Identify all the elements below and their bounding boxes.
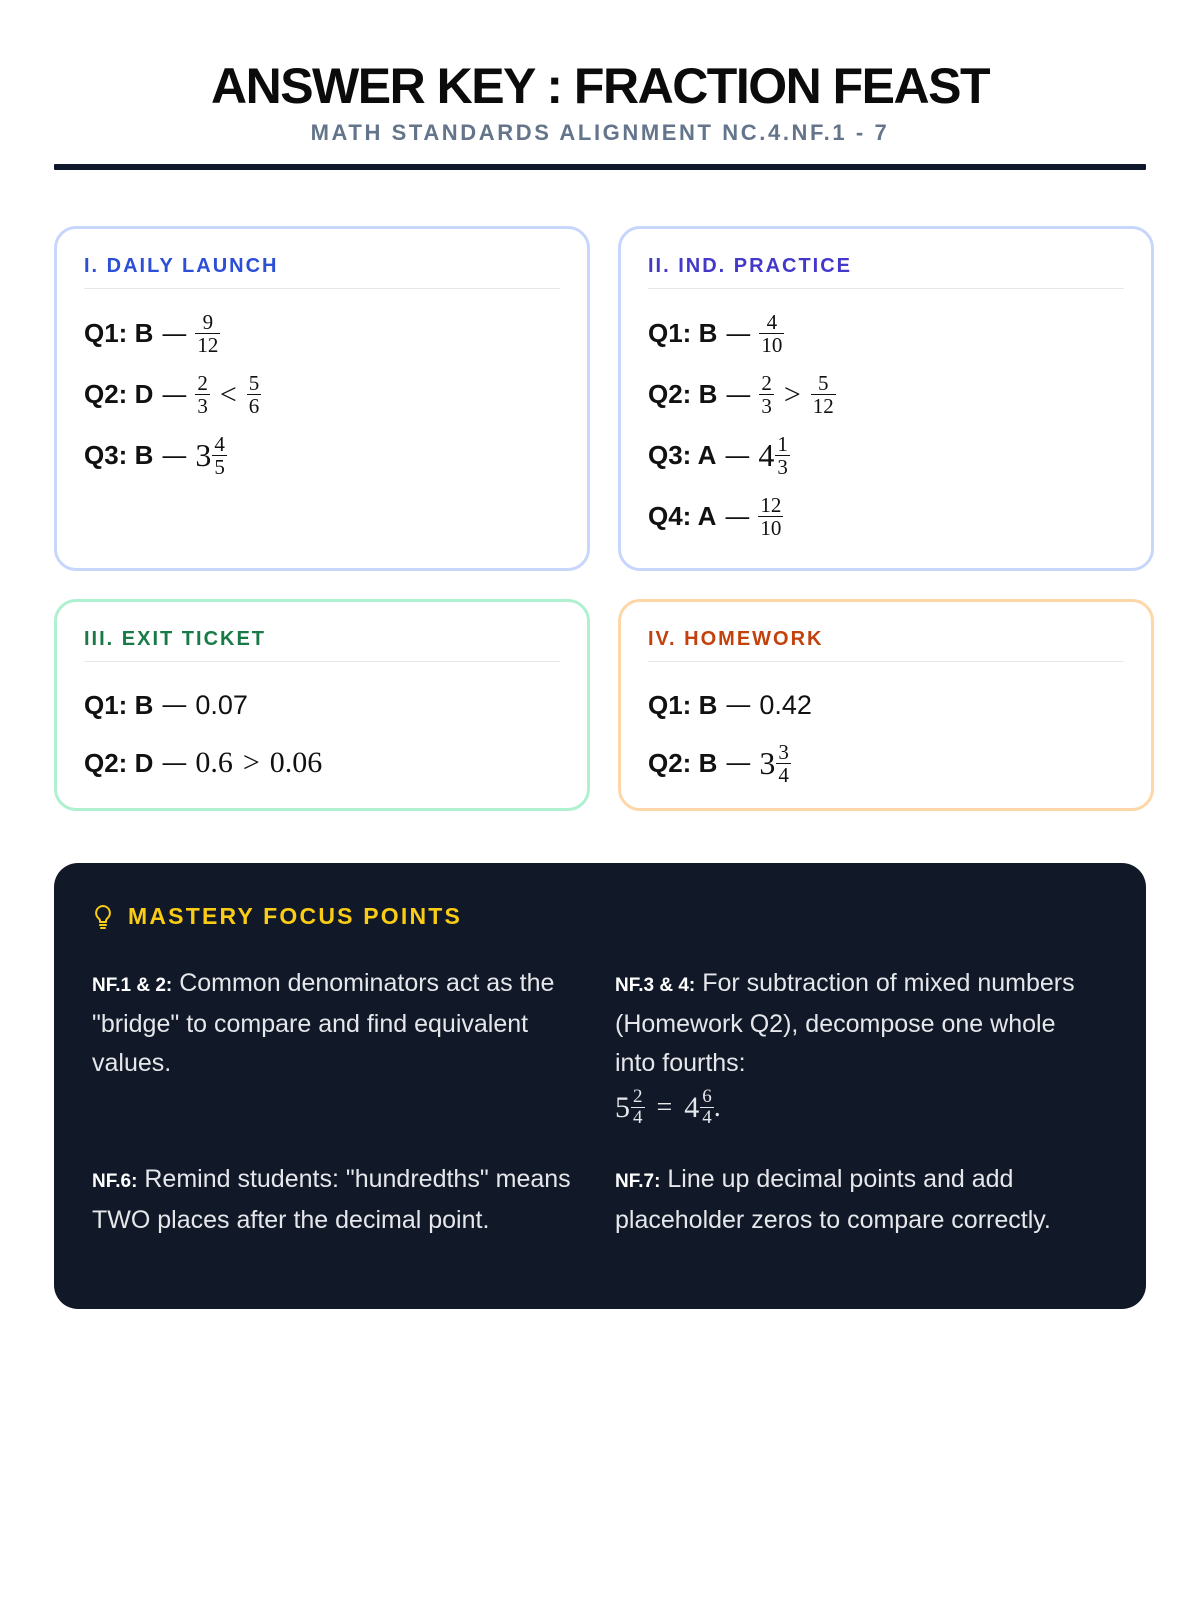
numerator: 4 <box>214 432 225 456</box>
whole-number: 3 <box>759 744 776 781</box>
denominator: 12 <box>197 333 219 357</box>
answer-row <box>84 734 560 792</box>
whole-number: 5 <box>615 1091 630 1124</box>
dash: — <box>725 318 752 349</box>
answer-math <box>758 433 790 478</box>
denominator: 4 <box>778 762 789 787</box>
numerator: 1 <box>777 432 788 456</box>
dash: — <box>724 501 751 532</box>
dash: — <box>161 318 188 349</box>
mastery-focus-panel <box>54 863 1146 1309</box>
answer-row <box>648 676 1124 734</box>
note-label: NF.7: <box>615 1171 661 1192</box>
fraction <box>775 433 790 478</box>
question-label: Q1: B <box>84 318 154 348</box>
lightbulb-icon <box>92 904 114 930</box>
numerator: 4 <box>766 310 778 334</box>
dash: — <box>161 440 188 471</box>
question-label: Q4: A <box>648 501 717 531</box>
numerator: 5 <box>248 371 260 395</box>
dash: — <box>725 379 752 410</box>
header <box>54 0 1146 170</box>
answer-math <box>759 741 791 786</box>
answer-row <box>648 303 1124 364</box>
note-nf-7 <box>615 1160 1085 1240</box>
equals-symbol: = <box>656 1092 673 1123</box>
denominator: 3 <box>197 394 208 418</box>
answer-math <box>759 311 784 356</box>
homework-card <box>618 599 1154 811</box>
decompose-equation <box>615 1087 1085 1128</box>
note-nf-1-2 <box>92 964 578 1128</box>
note-label: NF.1 & 2: <box>92 975 173 996</box>
header-divider <box>54 164 1146 170</box>
question-label: Q2: D <box>84 379 154 409</box>
independent-practice-card <box>618 226 1154 571</box>
answer-math <box>195 311 220 356</box>
numerator: 6 <box>702 1086 712 1107</box>
fraction <box>776 741 791 786</box>
answer-row <box>648 486 1124 547</box>
comparison-symbol: < <box>219 377 237 411</box>
dash: — <box>725 748 752 778</box>
denominator: 10 <box>761 333 783 357</box>
answer-row <box>84 676 560 734</box>
fraction <box>700 1087 714 1128</box>
dash: — <box>724 440 751 471</box>
answer-math <box>758 494 783 539</box>
card-title: II. IND. PRACTICE <box>648 255 1124 289</box>
question-label: Q1: B <box>648 689 718 720</box>
decimal-answer: 0.42 <box>759 689 812 720</box>
mastery-notes <box>92 964 1106 1240</box>
period: . <box>713 1092 721 1123</box>
answer-sections <box>54 226 1146 811</box>
numerator: 2 <box>761 371 772 395</box>
question-label: Q2: B <box>648 747 718 778</box>
note-text: Remind students: "hundredths" means TWO places after the decimal point. <box>92 1165 571 1234</box>
card-title: IV. HOMEWORK <box>648 628 1124 662</box>
note-label: NF.3 & 4: <box>615 975 696 996</box>
note-nf-3-4 <box>615 964 1085 1128</box>
question-label: Q2: B <box>648 379 718 409</box>
answer-math <box>195 433 227 478</box>
dash: — <box>161 690 188 720</box>
question-label: Q1: B <box>648 318 718 348</box>
card-title: I. DAILY LAUNCH <box>84 255 560 289</box>
answer-row <box>84 303 560 364</box>
question-label: Q1: B <box>84 689 154 720</box>
denominator: 4 <box>702 1107 712 1128</box>
page-subtitle: MATH STANDARDS ALIGNMENT NC.4.NF.1 - 7 <box>310 120 890 145</box>
fraction <box>247 372 262 417</box>
question-label: Q3: B <box>84 440 154 470</box>
answer-math <box>195 746 322 780</box>
answer-row <box>648 364 1124 425</box>
denominator: 5 <box>214 455 225 479</box>
denominator: 12 <box>812 394 834 418</box>
numerator: 2 <box>197 371 208 395</box>
denominator: 3 <box>777 455 788 479</box>
exit-ticket-card <box>54 599 590 811</box>
dash: — <box>161 379 188 410</box>
decimal-left: 0.6 <box>195 746 233 779</box>
dash: — <box>161 748 188 778</box>
page-title: ANSWER KEY : FRACTION FEAST <box>210 58 990 114</box>
numerator: 3 <box>778 739 789 764</box>
numerator: 9 <box>202 310 214 334</box>
decimal-right: 0.06 <box>269 746 323 779</box>
note-label: NF.6: <box>92 1171 138 1192</box>
answer-math <box>759 372 835 417</box>
fraction <box>195 311 220 356</box>
answer-row <box>84 364 560 425</box>
dash: — <box>725 690 752 720</box>
answer-row <box>648 425 1124 486</box>
fraction <box>195 372 210 417</box>
note-text: For subtraction of mixed numbers (Homework Q2), decompose one whole into fourths: <box>615 969 1075 1077</box>
note-text: Common denominators act as the "bridge" to compare and find equivalent values. <box>92 969 555 1077</box>
fraction <box>758 494 783 539</box>
numerator: 12 <box>760 493 782 517</box>
denominator: 3 <box>761 394 772 418</box>
whole-number: 3 <box>195 437 212 473</box>
decimal-answer: 0.07 <box>195 689 248 720</box>
denominator: 4 <box>633 1107 643 1128</box>
comparison-symbol: > <box>242 746 260 779</box>
question-label: Q3: A <box>648 440 717 470</box>
question-label: Q2: D <box>84 747 154 778</box>
mastery-title <box>92 903 1106 930</box>
whole-number: 4 <box>684 1091 700 1124</box>
answer-row <box>648 734 1124 792</box>
mastery-title-text: MASTERY FOCUS POINTS <box>128 903 463 929</box>
fraction <box>759 311 784 356</box>
fraction <box>212 433 227 478</box>
fraction <box>759 372 774 417</box>
denominator: 6 <box>248 394 260 418</box>
answer-row <box>84 425 560 486</box>
numerator: 5 <box>818 371 829 395</box>
comparison-symbol: > <box>783 377 801 411</box>
card-title: III. EXIT TICKET <box>84 628 560 662</box>
note-text: Line up decimal points and add placeholder zeros to compare correctly. <box>615 1165 1051 1234</box>
answer-math <box>195 372 261 417</box>
fraction <box>811 372 836 417</box>
daily-launch-card <box>54 226 590 571</box>
whole-number: 4 <box>758 437 775 473</box>
numerator: 2 <box>633 1086 643 1107</box>
note-nf-6 <box>92 1160 578 1240</box>
denominator: 10 <box>760 516 782 540</box>
fraction <box>631 1087 645 1128</box>
